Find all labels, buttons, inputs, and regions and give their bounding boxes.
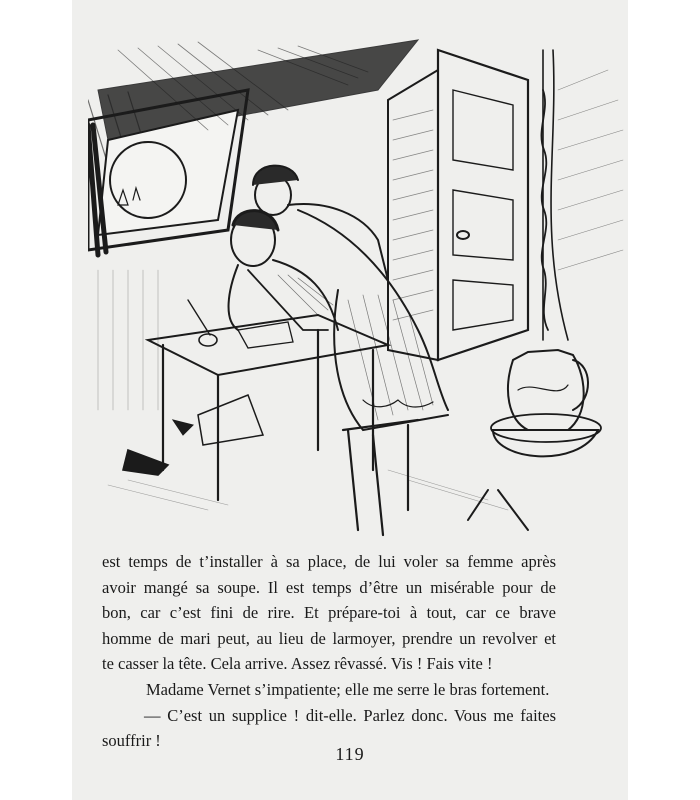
text-line: souffrir ! [102,731,161,751]
chair [343,420,418,535]
text-line: bon, car c’est fini de rire. Et prépare-toi à tout, car ce brave [102,603,556,623]
door [438,50,528,360]
text-line: — C’est un supplice ! dit-elle. Parlez donc. Vous me faites [144,705,556,725]
standing-woman [253,166,448,430]
page-number: 119 [335,744,365,764]
text-line: homme de mari peut, au lieu de larmoyer, prendre un revolver et [102,628,556,648]
etching-illustration [88,30,628,550]
body-text [102,549,556,754]
basin [493,430,598,456]
text-line: avoir mangé sa soupe. Il est temps d’être un misérable pour de [102,577,556,597]
text-line: Madame Vernet s’impatiente; elle me serre le bras fortement. [146,679,550,699]
text-line: est temps de t’installer à sa place, de lui voler sa femme après [102,552,556,571]
text-line: te casser la tête. Cela arrive. Assez rêvassé. Vis ! Fais vite ! [102,654,493,674]
curtain [543,50,568,340]
